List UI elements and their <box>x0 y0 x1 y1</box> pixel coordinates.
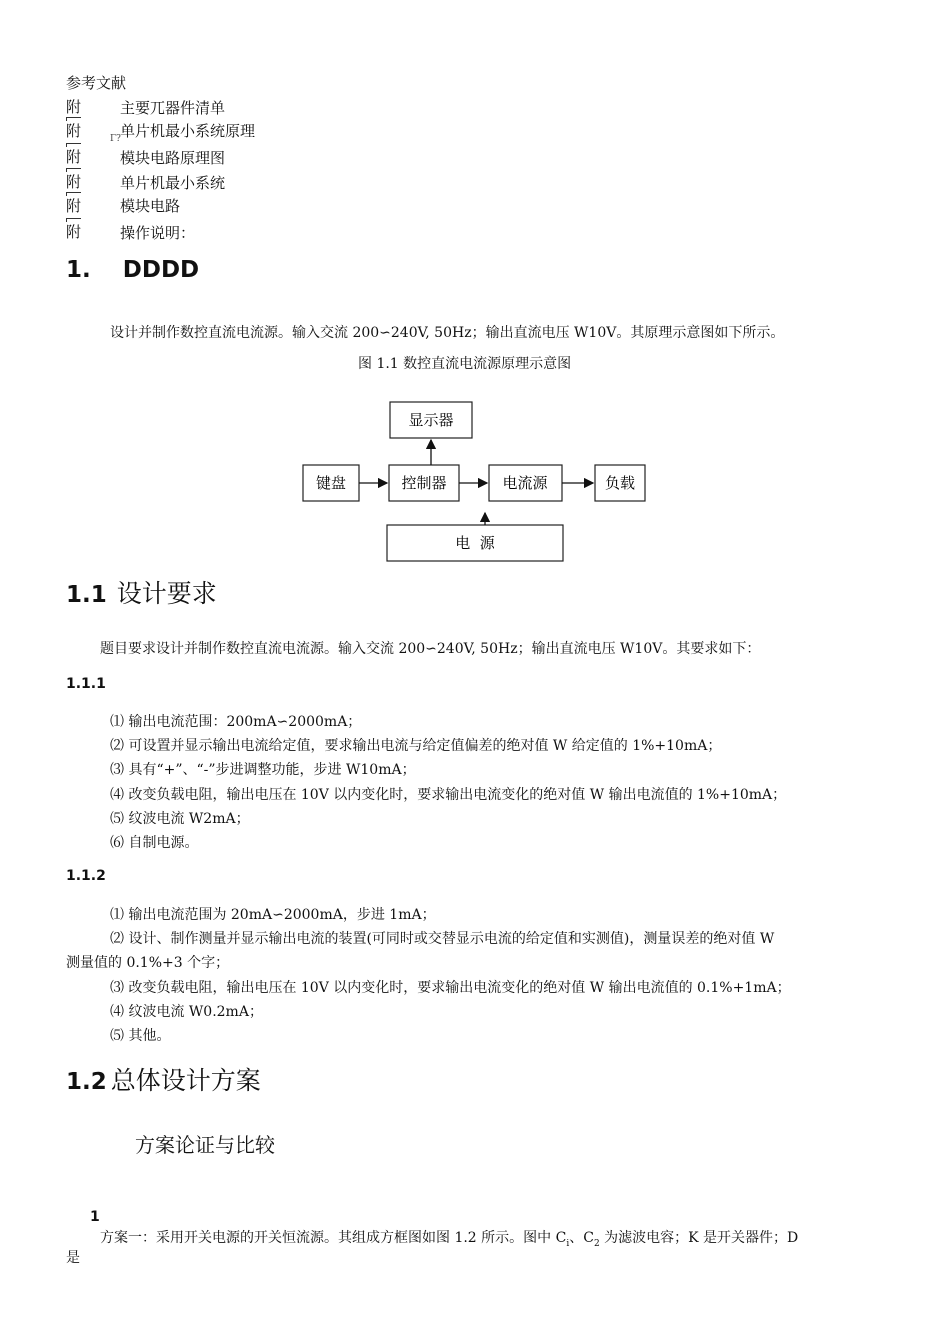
section-1-intro: 设计并制作数控直流电流源。输入交流 200∽240V, 50Hz；输出直流电压 W10V。其原理示意图如下所示。 <box>110 325 785 341</box>
section-1-2-heading: 1.2 总体设计方案 <box>66 1066 261 1095</box>
toc-appendix-item: 单片机最小系统 <box>120 174 226 192</box>
list-item: ⑵ 设计、制作测量并显示输出电流的装置(可同时或交替显示电流的给定值和实测值)，测量误差的绝对值 W <box>110 931 775 947</box>
svg-text:电流源: 电流源 <box>502 474 548 492</box>
list-item: ⑸ 其他。 <box>110 1028 171 1044</box>
toc-fu-label: 附 <box>66 171 81 192</box>
box-controller <box>389 465 459 501</box>
toc-fu-label: 附 <box>66 120 81 141</box>
subsection-heading: 方案论证与比较 <box>135 1133 275 1157</box>
toc-appendix-item: 单片机最小系统原理 <box>120 122 256 140</box>
list-marker: 1 <box>90 1209 100 1225</box>
tick-mark <box>66 218 81 222</box>
toc-fu-label: 附 <box>66 98 82 116</box>
toc-appendix-item: 模块电路原理图 <box>120 149 226 167</box>
section-1-1-intro: 题目要求设计并制作数控直流电流源。输入交流 200∽240V, 50Hz；输出直流电压 W10V。其要求如下： <box>100 641 761 657</box>
toc-appendix-item: 主要兀器件清单 <box>120 99 226 117</box>
figure-caption: 图 1.1 数控直流电流源原理示意图 <box>358 356 572 372</box>
svg-text:控制器: 控制器 <box>401 474 447 492</box>
list-item: ⑷ 纹波电流 W0.2mA； <box>110 1004 263 1020</box>
svg-text:负载: 负载 <box>604 474 636 492</box>
svg-text:电 源: 电 源 <box>455 534 495 552</box>
list-item: ⑶ 改变负载电阻，输出电压在 10V 以内变化时，要求输出电流变化的绝对值 W 输出电流值的 0.1%+1mA； <box>110 980 791 996</box>
box-power-supply <box>387 525 563 561</box>
scheme-one-paragraph: 方案一：采用开关电源的开关恒流源。其组成方框图如图 1.2 所示。图中 $C_i$、$C_2$ 为滤波电容；K 是开关器件；D <box>100 1230 799 1249</box>
list-item: ⑴ 输出电流范围为 20mA∽2000mA，步进 1mA； <box>110 907 436 923</box>
block-diagram <box>295 396 655 568</box>
list-item: ⑵ 可设置并显示输出电流给定值，要求输出电流与给定值偏差的绝对值 W 给定值的 1%+10mA； <box>110 738 722 754</box>
box-load <box>595 465 645 501</box>
list-item: ⑶ 具有“+”、“-”步进调整功能，步进 W10mA； <box>110 762 416 778</box>
toc-appendix-item: 模块电路 <box>120 197 181 215</box>
section-1-heading: 1. DDDD <box>66 257 200 283</box>
tick-mark <box>66 168 81 172</box>
toc-fu-label: 附 <box>66 221 81 242</box>
tick-mark <box>66 117 81 121</box>
list-item: ⑹ 自制电源。 <box>110 835 199 851</box>
list-item: ⑴ 输出电流范围：200mA∽2000mA； <box>110 714 362 730</box>
box-display <box>390 402 472 438</box>
list-item-continuation: 测量值的 0.1%+3 个字； <box>66 955 230 971</box>
box-current-source <box>489 465 562 501</box>
tick-mark <box>66 143 81 147</box>
box-keyboard <box>303 465 359 501</box>
scheme-one-paragraph-continuation: 是 <box>66 1250 80 1266</box>
section-1-1-heading: 1.1 设计要求 <box>66 579 217 608</box>
toc-appendix-item: 操作说明： <box>120 224 196 242</box>
toc-small-mark: Г? <box>110 134 121 144</box>
toc-references: 参考文献 <box>66 74 127 92</box>
tick-mark <box>66 192 81 196</box>
svg-text:键盘: 键盘 <box>315 474 347 492</box>
list-item: ⑷ 改变负载电阻，输出电压在 10V 以内变化时，要求输出电流变化的绝对值 W 输出电流值的 1%+10mA； <box>110 787 787 803</box>
toc-fu-label: 附 <box>66 146 81 167</box>
section-1-1-1-heading: 1.1.1 <box>66 676 106 692</box>
toc-fu-label: 附 <box>66 195 81 216</box>
section-1-1-2-heading: 1.1.2 <box>66 868 106 884</box>
list-item: ⑸ 纹波电流 W2mA； <box>110 811 250 827</box>
svg-text:显示器: 显示器 <box>408 411 454 429</box>
